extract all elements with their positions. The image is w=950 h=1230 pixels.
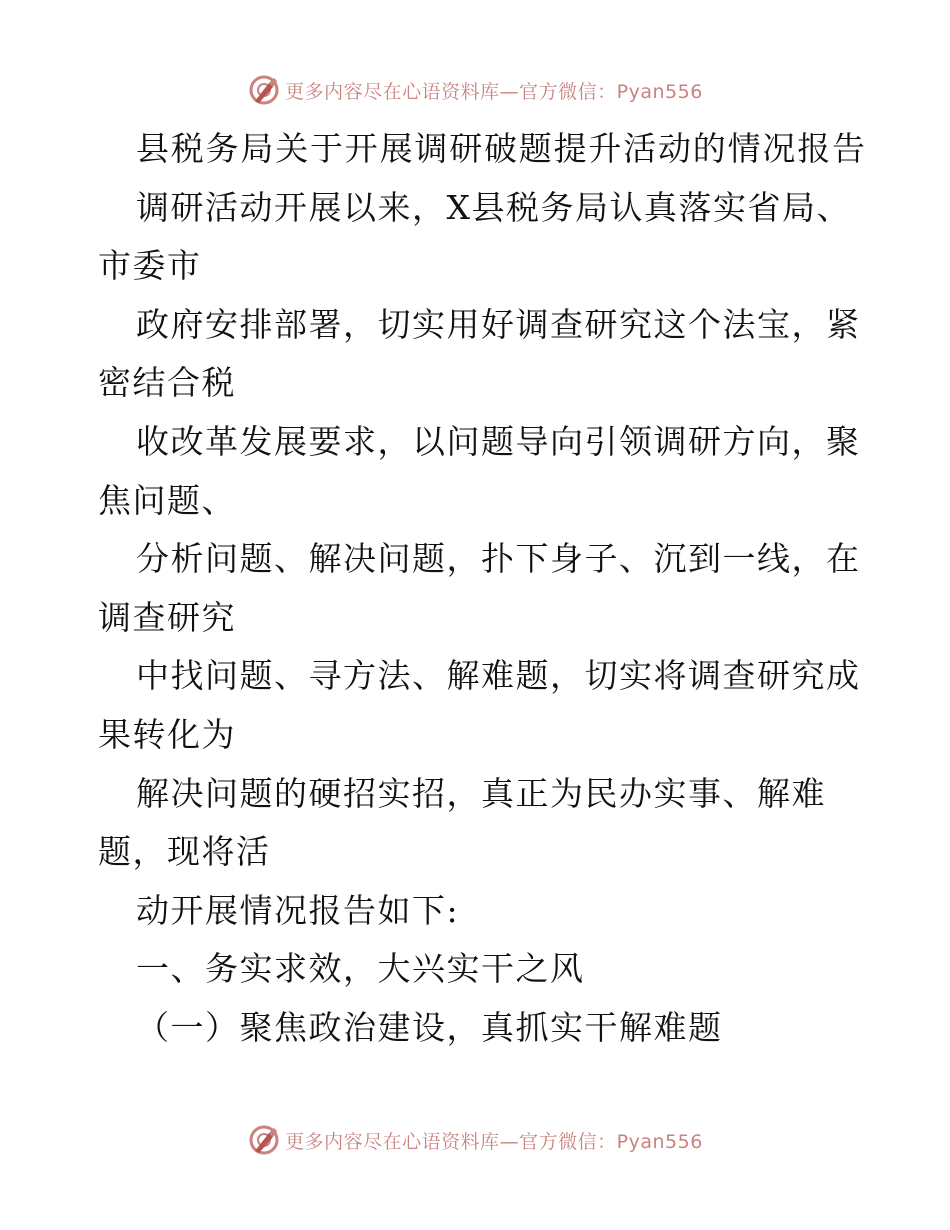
paragraph-line: 收改革发展要求，以问题导向引领调研方向，聚 xyxy=(136,421,861,461)
watermark-text: 更多内容尽在心语资料库—官方微信：Pyan556 xyxy=(285,80,703,103)
paragraph-line: 市委市 xyxy=(98,246,202,286)
document-title: 县税务局关于开展调研破题提升活动的情况报告 xyxy=(136,129,867,168)
paragraph-line: 解决问题的硬招实招，真正为民办实事、解难 xyxy=(136,773,826,813)
paragraph-line: 政府安排部署，切实用好调查研究这个法宝，紧 xyxy=(136,304,861,344)
paragraph-line: 动开展情况报告如下: xyxy=(136,890,460,930)
paragraph-line: 果转化为 xyxy=(98,714,236,754)
paragraph-line: 密结合税 xyxy=(98,363,236,403)
paragraph-line: 中找问题、寻方法、解难题，切实将调查研究成 xyxy=(136,656,861,696)
footer-watermark-banner xyxy=(0,1122,950,1158)
document-body xyxy=(98,120,867,1058)
section-heading: 一、务实求效，大兴实干之风 xyxy=(136,949,585,989)
header-watermark-banner xyxy=(0,72,950,108)
paragraph-line: 调研活动开展以来，X县税务局认真落实省局、 xyxy=(136,187,851,227)
watermark-text: 更多内容尽在心语资料库—官方微信：Pyan556 xyxy=(285,1130,703,1153)
pen-nib-logo-icon xyxy=(247,1123,281,1157)
pen-nib-logo-icon xyxy=(247,73,281,107)
paragraph-line: 调查研究 xyxy=(98,597,236,637)
subsection-heading: （一）聚焦政治建设，真抓实干解难题 xyxy=(136,1007,723,1047)
paragraph-line: 分析问题、解决问题，扑下身子、沉到一线，在 xyxy=(136,539,861,579)
paragraph-line: 焦问题、 xyxy=(98,480,236,520)
paragraph-line: 题，现将活 xyxy=(98,832,271,872)
